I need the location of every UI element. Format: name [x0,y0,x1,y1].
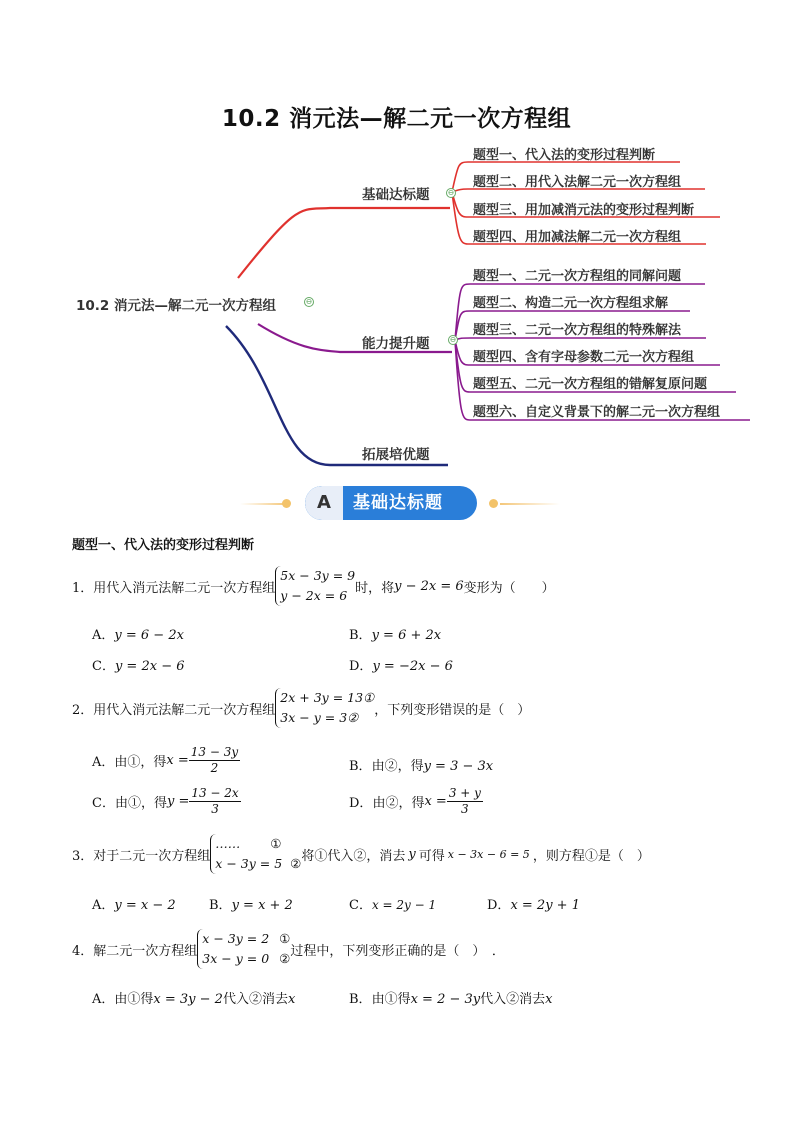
equation-system [275,566,355,606]
banner-label: 基础达标题 [353,493,443,513]
option-b-value: y = 3 − 3x [423,759,494,774]
question-text: 解二元一次方程组 [93,943,198,959]
option-text: 由①得 [371,992,411,1007]
equation-1: 5x − 3y = 9 [280,568,356,583]
basic-leaf-4: 题型四、用加减法解二元一次方程组 [473,230,682,245]
question-number: 2． [72,702,94,718]
branch-label-extension: 拓展培优题 [362,447,430,463]
mindmap-root: 10.2 消元法—解二元一次方程组 [76,298,277,314]
option-text: 由②，得 [372,796,425,811]
option-a[interactable]: A．y = x − 2 [92,898,176,913]
question-text: 用代入消元法解二元一次方程组 [93,580,276,596]
banner-dot-left [282,499,291,508]
advanced-leaf-5: 题型五、二元一次方程组的错解复原问题 [473,377,708,392]
option-c-value: x = 2y − 1 [371,898,437,912]
option-text: 由①得 [114,992,154,1007]
option-b[interactable]: B．y = 6 + 2x [349,628,442,643]
variable: x [287,992,296,1007]
denominator: 3 [461,802,469,816]
equation-2: x − 3y = 5 [215,856,283,871]
option-c[interactable]: C． 由①，得 y = $\frac{13 - 2x}{3}$ [92,786,239,816]
equation-system [275,688,374,728]
equation-tag: ② [290,856,302,871]
option-b-value: x = 2 − 3y [410,992,481,1007]
question-text: 时，将 [355,580,395,596]
option-a-value: y = x − 2 [114,898,176,913]
branch-label-basic: 基础达标题 [362,187,430,203]
question-4 [72,929,505,969]
denominator: 2 [210,761,219,775]
option-d[interactable]: D． 由②，得 x = $\frac{3 + y}{3}$ [349,786,481,816]
question-number: 4． [72,943,94,959]
basic-leaf-3: 题型三、用加减消元法的变形过程判断 [473,203,695,218]
option-d-value: x = 2y + 1 [510,898,580,913]
option-b[interactable]: B．y = x + 2 [209,898,293,913]
fraction [189,786,240,817]
collapse-icon[interactable]: ⊖ [447,188,455,197]
basic-leaf-2: 题型二、用代入法解二元一次方程组 [473,175,682,190]
option-lhs: y = [166,794,190,809]
option-b-value: y = x + 2 [231,898,293,913]
section-heading: 题型一、代入法的变形过程判断 [72,538,255,553]
option-b[interactable]: B．由②，得y = 3 − 3x [349,759,494,774]
banner-divider-right [500,503,560,505]
equation-system [197,929,290,969]
equation-1: 2x + 3y = 13① [280,690,375,705]
advanced-leaf-1: 题型一、二元一次方程组的同解问题 [473,269,682,284]
banner-dot-right [489,499,498,508]
question-2 [72,688,530,728]
option-d[interactable]: D．y = −2x − 6 [349,659,453,674]
expression: x − 3x − 6 = 5 [447,847,530,861]
question-text: 对于二元一次方程组 [93,848,211,864]
equation-1: x − 3y = 2 [202,931,270,946]
option-text: 代入②消去 [480,992,546,1007]
option-c[interactable]: C．x = 2y − 1 [349,898,437,913]
option-a[interactable]: A． 由①，得 x = $\frac{13 - 3y}{2}$ [92,745,239,775]
option-b-value: y = 6 + 2x [371,628,442,643]
question-text: ，下列变形错误的是（ ） [374,702,531,718]
basic-leaf-1: 题型一、代入法的变形过程判断 [473,148,656,163]
question-number: 3． [72,848,94,864]
branch-label-advanced: 能力提升题 [362,336,430,352]
option-a-value: x = 3y − 2 [153,992,223,1007]
branch-connector-basic [238,208,450,278]
question-1 [72,566,555,606]
question-text: ，则方程①是（ ） [532,848,650,864]
option-a[interactable]: A．y = 6 − 2x [92,628,184,643]
section-banner [305,486,477,520]
question-text: 过程中，下列变形正确的是（ ） ． [290,943,505,959]
question-text: 变形为（ ） [463,580,555,596]
option-text: 代入②消去 [222,992,288,1007]
collapse-icon[interactable]: ⊖ [305,297,313,306]
expression: y − 2x = 6 [394,578,464,594]
numerator: 13 − 2x [191,786,239,800]
equation-1: …… [215,836,241,851]
question-text: 可得 [418,848,445,864]
variable: y [408,846,416,862]
advanced-leaf-6: 题型六、自定义背景下的解二元一次方程组 [473,405,721,420]
option-b[interactable]: B．由①得x = 2 − 3y代入②消去x [349,992,553,1007]
page-title: 10.2 消元法—解二元一次方程组 [221,106,572,132]
option-a-value: y = 6 − 2x [114,628,184,643]
equation-tag: ① [279,931,291,946]
equation-2: y − 2x = 6 [280,588,348,603]
denominator: 3 [211,802,219,816]
advanced-leaf-2: 题型二、构造二元一次方程组求解 [473,296,669,311]
option-d-value: y = −2x − 6 [372,659,453,674]
option-text: 由①，得 [114,755,167,770]
fraction [189,745,240,776]
equation-system [210,834,301,874]
option-text: 由①，得 [114,796,167,811]
banner-letter: A [305,486,343,520]
question-text: 将①代入②，消去 [301,848,406,864]
option-text: 由②，得 [371,759,424,774]
advanced-leaf-4: 题型四、含有字母参数二元一次方程组 [473,350,695,365]
question-text: 用代入消元法解二元一次方程组 [93,702,276,718]
advanced-leaf-3: 题型三、二元一次方程组的特殊解法 [473,323,682,338]
option-a[interactable]: A．由①得x = 3y − 2代入②消去x [92,992,296,1007]
option-lhs: x = [424,794,447,809]
banner-divider-left [240,503,286,505]
numerator: 13 − 3y [190,745,239,759]
question-3 [72,834,650,874]
equation-2: 3x − y = 0 [202,951,270,966]
equation-tag: ② [279,951,291,966]
equation-2: 3x − y = 3② [280,710,359,725]
variable: x [545,992,553,1007]
option-d[interactable]: D．x = 2y + 1 [487,898,580,913]
equation-tag: ① [270,836,282,851]
option-lhs: x = [166,753,189,768]
option-c[interactable]: C．y = 2x − 6 [92,659,185,674]
fraction [447,786,483,817]
numerator: 3 + y [448,786,481,800]
option-c-value: y = 2x − 6 [114,659,185,674]
question-number: 1． [72,580,94,596]
collapse-icon[interactable]: ⊖ [449,335,457,344]
